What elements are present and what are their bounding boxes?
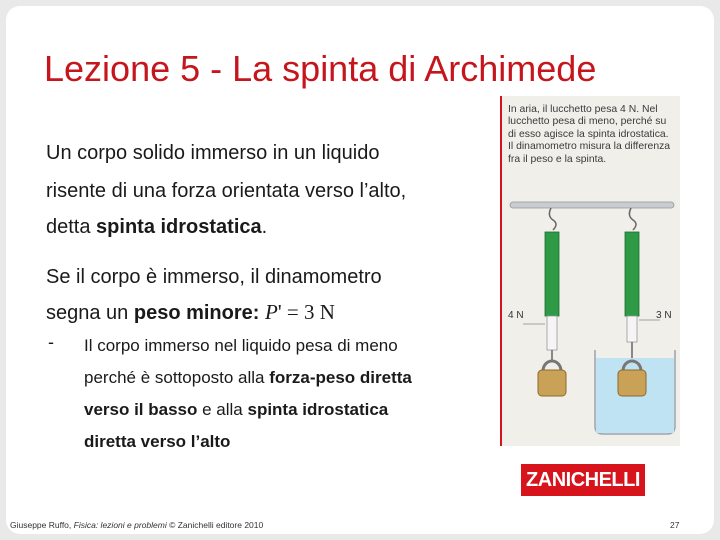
slide (6, 6, 714, 534)
bullet-line: perché è sottoposto alla forza-peso diretta (84, 368, 412, 387)
bullet-line: diretta verso l’alto (84, 432, 231, 451)
paragraph-line: Se il corpo è immerso, il dinamometro (46, 266, 382, 288)
paragraph-line: detta spinta idrostatica. (46, 216, 268, 238)
label-3n: 3 N (656, 310, 672, 321)
figure-caption: In aria, il lucchetto pesa 4 N. Nel lucchetto pesa di meno, perché su di esso agisce la spinta idrostatica. Il dinamometro misura la differenza fra il peso e la spinta. (508, 104, 671, 165)
page-number: 27 (670, 520, 680, 530)
bullet-line: verso il basso e alla spinta idrostatica (84, 400, 389, 419)
paragraph-line: segna un peso minore: P' = 3 N (46, 300, 335, 324)
footer-credit: Giuseppe Ruffo, Fisica: lezioni e problemi © Zanichelli editore 2010 (10, 520, 264, 530)
slide-title: Lezione 5 - La spinta di Archimede (44, 48, 597, 89)
dynamometer-figure (500, 96, 680, 446)
label-4n: 4 N (508, 310, 524, 321)
paragraph-line: risente di una forza orientata verso l’alto, (46, 180, 407, 202)
bullet-dash: - (48, 332, 54, 352)
formula-p-prime: P' = 3 N (265, 300, 335, 324)
term-peso-minore: peso minore: (133, 302, 260, 324)
bullet-line: Il corpo immerso nel liquido pesa di meno (84, 336, 398, 355)
term-spinta-idrostatica: spinta idrostatica (96, 216, 262, 238)
paragraph-line: Un corpo solido immerso in un liquido (46, 142, 380, 164)
zanichelli-logo: ZANICHELLI (521, 464, 645, 496)
